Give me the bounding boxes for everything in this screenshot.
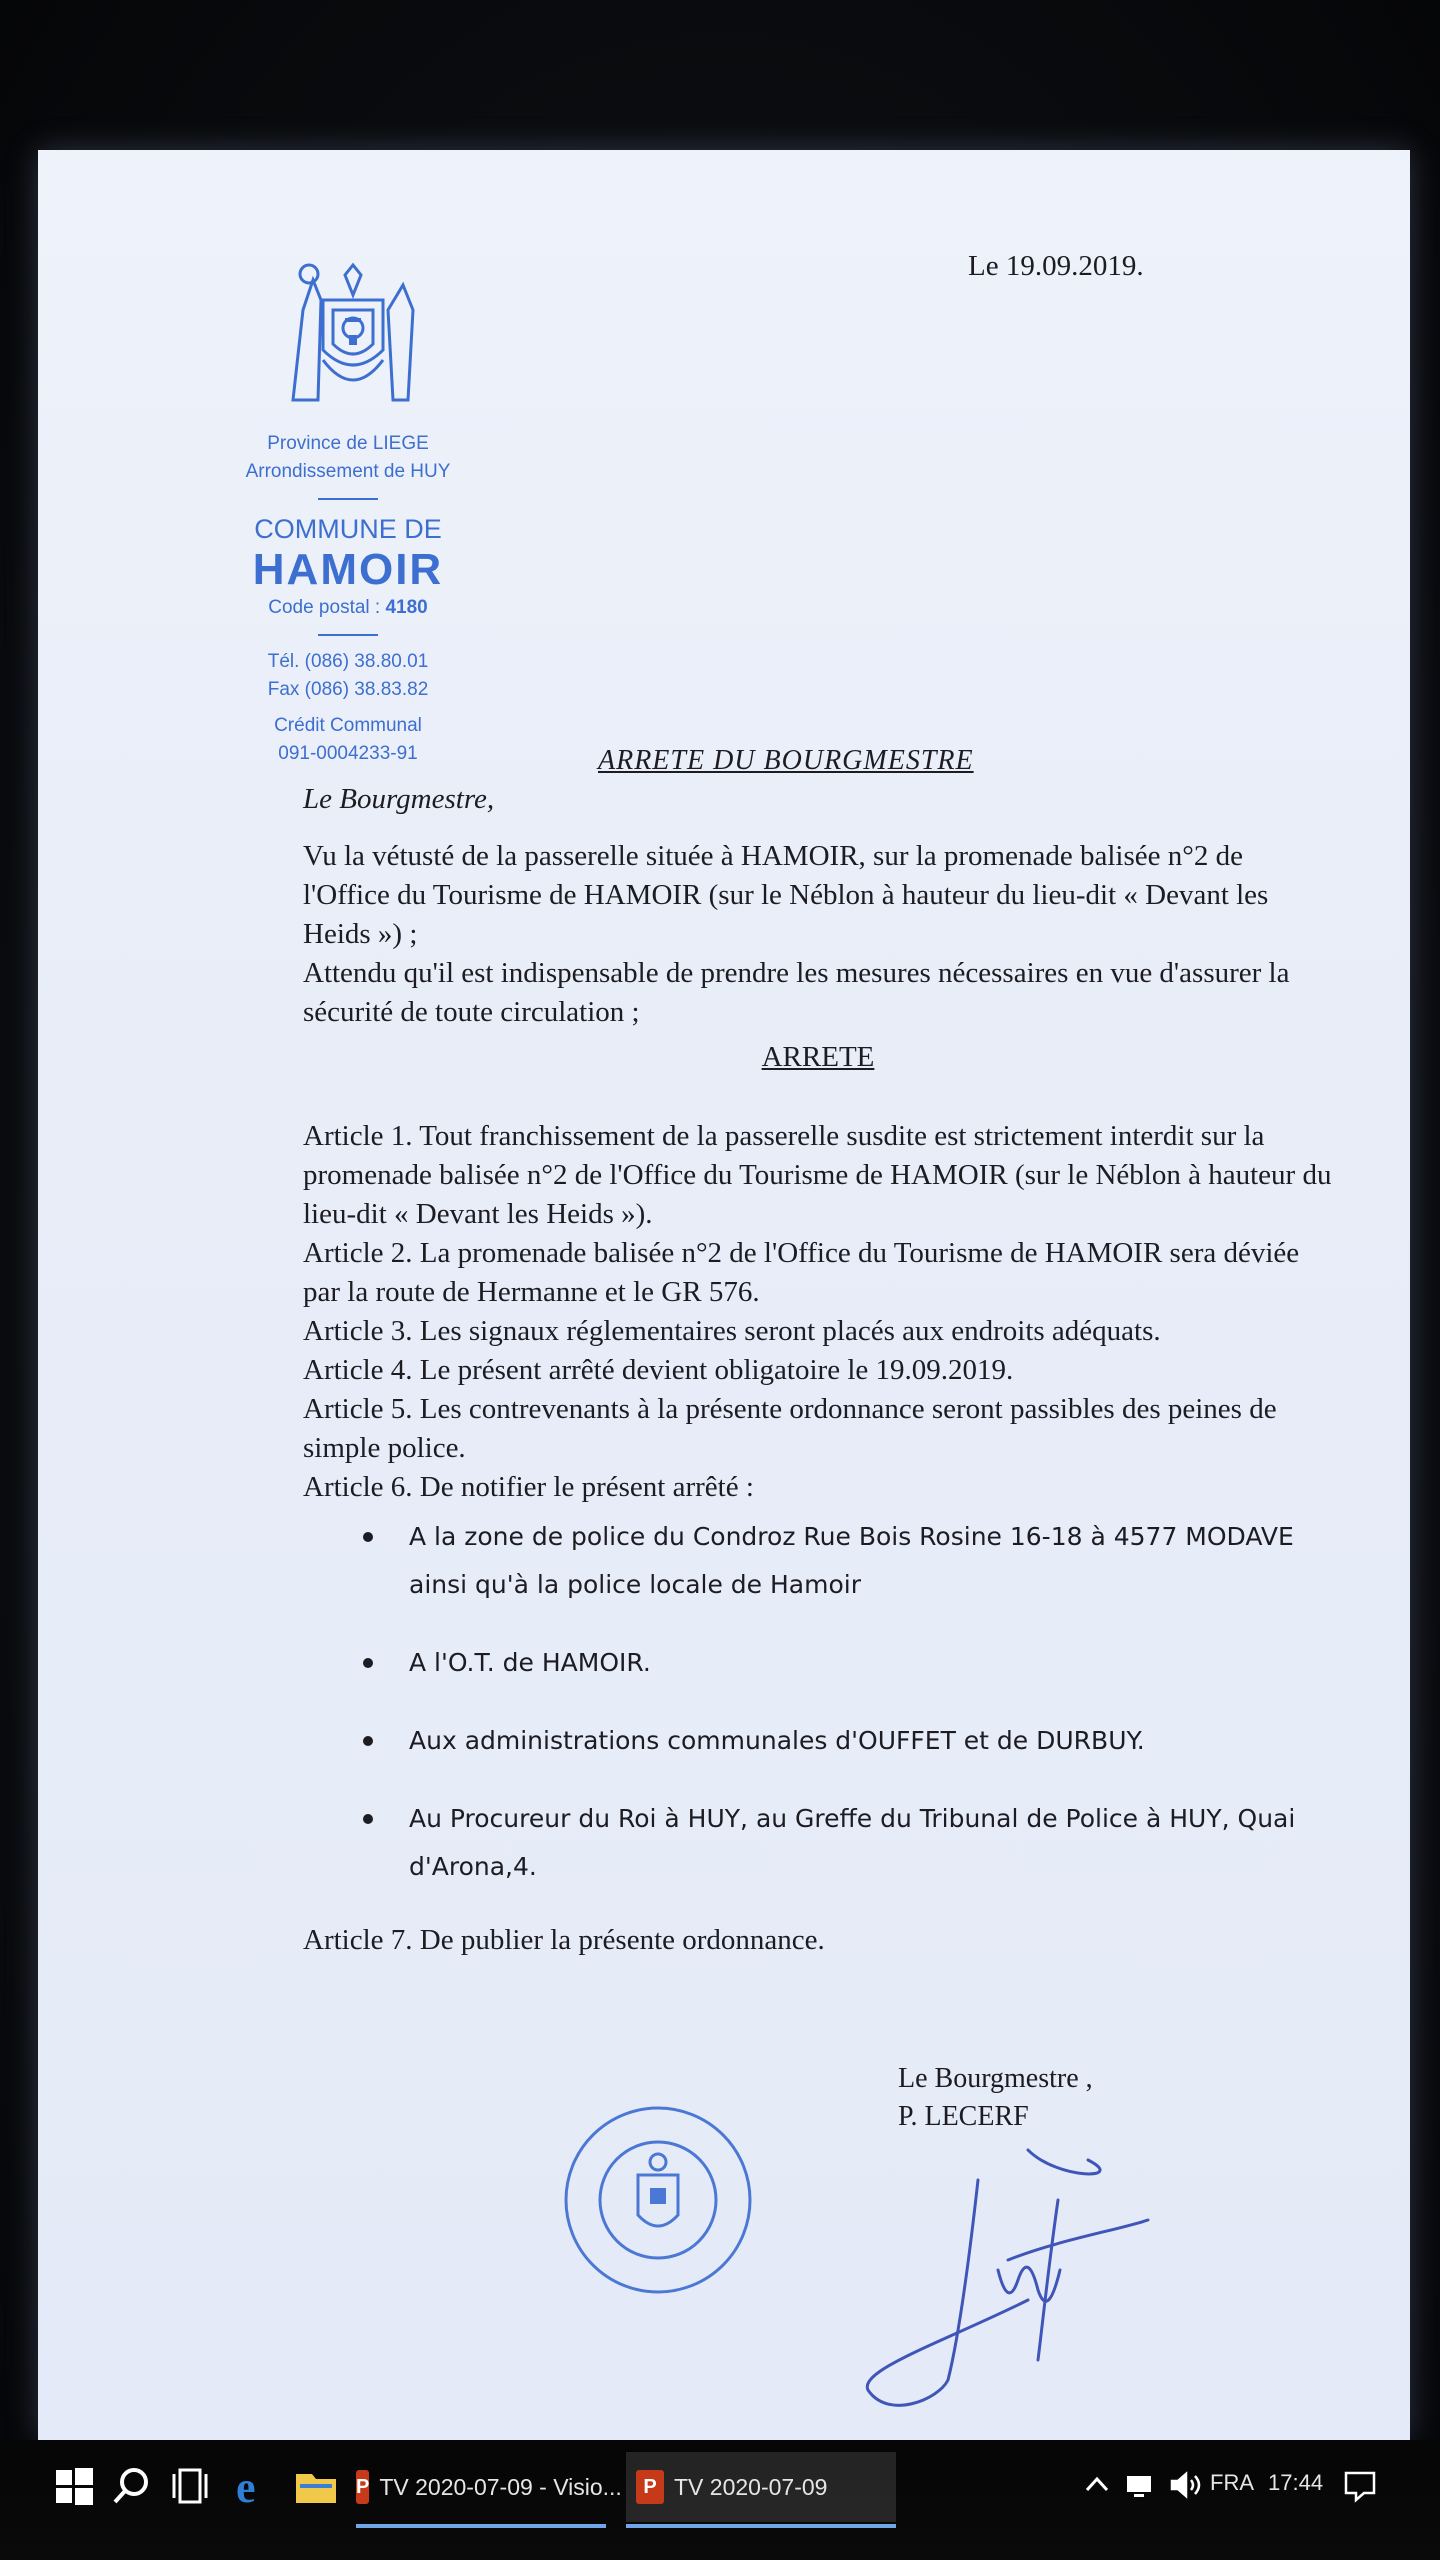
bank-label: Crédit Communal: [274, 715, 422, 736]
svg-text:e: e: [236, 2463, 256, 2510]
document-page: [38, 150, 1410, 2440]
list-item-text: A l'O.T. de HAMOIR.: [409, 1648, 651, 1677]
telephone: Tél. (086) 38.80.01: [267, 651, 429, 672]
document-title: ARRETE DU BOURGMESTRE: [598, 745, 974, 776]
list-item-text: A la zone de police du Condroz Rue Bois Rosine 16-18 à 4577 MODAVE ainsi qu'à la police locale de Hamoir: [409, 1522, 1294, 1599]
list-item: [363, 1639, 1333, 1687]
list-item-text: Au Procureur du Roi à HUY, au Greffe du Tribunal de Police à HUY, Quai d'Arona,4.: [409, 1804, 1296, 1881]
list-item: [363, 1513, 1333, 1609]
list-item-text: Aux administrations communales d'OUFFET et de DURBUY.: [409, 1726, 1145, 1755]
document-body: [303, 780, 1333, 1960]
network-icon[interactable]: [1124, 2470, 1160, 2500]
search-icon[interactable]: [108, 2462, 156, 2510]
fax: Fax (086) 38.83.82: [267, 679, 429, 700]
taskbar-app-document[interactable]: [626, 2452, 896, 2522]
task-view-icon[interactable]: [166, 2462, 214, 2510]
app-running-indicator: [626, 2524, 896, 2528]
article: Article 1. Tout franchissement de la passerelle susdite est strictement interdit sur la promenade balisée n°2 de l'Office du Tourisme de HAMOIR (sur le Néblon à hauteur du lieu-dit « Devant les Heids »).: [303, 1120, 1332, 1230]
clock[interactable]: 17:44: [1268, 2470, 1324, 2495]
coat-of-arms-icon: [263, 240, 433, 410]
postal-value: 4180: [385, 597, 428, 618]
signatory-role: Le Bourgmestre ,: [898, 2063, 1093, 2094]
commune-name: HAMOIR: [252, 545, 444, 594]
signatory-name: P. LECERF: [898, 2101, 1029, 2132]
notify-list: [303, 1513, 1333, 1891]
bullet-icon: [363, 1814, 373, 1824]
article: Article 3. Les signaux réglementaires seront placés aux endroits adéquats.: [303, 1315, 1161, 1347]
language-indicator[interactable]: FRA: [1210, 2470, 1254, 2495]
bullet-icon: [363, 1658, 373, 1668]
handwritten-signature-icon: [828, 2120, 1168, 2420]
consideration: Vu la vétusté de la passerelle située à HAMOIR, sur la promenade balisée n°2 de l'Office du Tourisme de HAMOIR (sur le Néblon à hauteur du lieu-dit « Devant les Heids ») ;: [303, 840, 1269, 950]
pdf-viewer-icon: P: [636, 2470, 664, 2504]
notification-icon[interactable]: [1342, 2468, 1378, 2504]
edge-browser-icon[interactable]: [228, 2462, 276, 2510]
official-seal-icon: [558, 2100, 758, 2300]
list-item: [363, 1795, 1333, 1891]
windows-taskbar: [0, 2440, 1440, 2560]
province: Province de LIEGE: [267, 433, 429, 454]
letterhead: [188, 240, 508, 768]
divider: [318, 634, 378, 636]
article: Article 7. De publier la présente ordonnance.: [303, 1924, 825, 1956]
bank-account: 091-0004233-91: [278, 743, 418, 764]
file-explorer-icon[interactable]: [292, 2462, 340, 2510]
document-viewer[interactable]: [38, 150, 1410, 2440]
salutation: Le Bourgmestre,: [303, 783, 495, 815]
arrondissement: Arrondissement de HUY: [245, 461, 451, 482]
pdf-viewer-icon: P: [356, 2470, 369, 2504]
bullet-icon: [363, 1532, 373, 1542]
article: Article 5. Les contrevenants à la présente ordonnance seront passibles des peines de simple police.: [303, 1393, 1277, 1464]
taskbar-app-visio[interactable]: [356, 2452, 622, 2522]
windows-start-icon[interactable]: [50, 2462, 98, 2510]
consideration: Attendu qu'il est indispensable de prendre les mesures nécessaires en vue d'assurer la sécurité de toute circulation ;: [303, 957, 1290, 1028]
article: Article 4. Le présent arrêté devient obligatoire le 19.09.2019.: [303, 1354, 1014, 1386]
article: Article 6. De notifier le présent arrêté :: [303, 1471, 754, 1503]
commune-label: COMMUNE DE: [254, 514, 442, 544]
list-item: [363, 1717, 1333, 1765]
bullet-icon: [363, 1736, 373, 1746]
decision-heading: ARRETE: [761, 1041, 875, 1073]
divider: [318, 498, 378, 500]
taskbar-app-label: TV 2020-07-09 - Visio...: [379, 2473, 622, 2500]
app-running-indicator: [356, 2524, 606, 2528]
postal-label: Code postal :: [268, 597, 381, 618]
chevron-up-icon[interactable]: [1082, 2470, 1112, 2500]
volume-icon[interactable]: [1168, 2470, 1204, 2500]
postal-code: [188, 594, 508, 622]
document-date: Le 19.09.2019.: [968, 250, 1144, 282]
taskbar-app-label: TV 2020-07-09: [674, 2473, 828, 2500]
article: Article 2. La promenade balisée n°2 de l'Office du Tourisme de HAMOIR sera déviée par la route de Hermanne et le GR 576.: [303, 1237, 1300, 1308]
